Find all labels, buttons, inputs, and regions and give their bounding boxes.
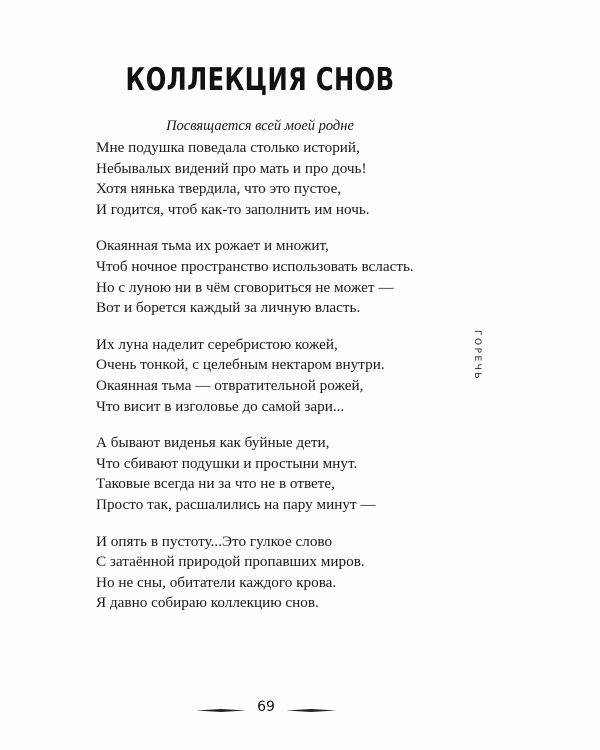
poem-line: Что сбивают подушки и простыни мнут. [96,454,358,472]
running-head: ГОРЕЧЬ [472,330,482,382]
poem-line: Но не сны, обитатели каждого крова. [96,573,337,591]
stanza [96,532,466,614]
poem-line: Очень тонкой, с целебным нектаром внутри. [96,356,385,374]
stanza [96,433,466,515]
stanza [96,236,466,318]
stanza [96,138,466,220]
dedication: Посвящается всей моей родне [166,118,354,134]
poem-line: Вот и борется каждый за личную власть. [96,299,361,317]
page-number: 69 [257,699,275,715]
page-footer [196,698,336,722]
poem-line: И годится, чтоб как-то заполнить им ночь. [96,200,370,218]
poem-line: Таковые всегда ни за что не в ответе, [96,475,335,493]
poem-line: А бывают виденья как буйные дети, [96,434,330,452]
poem-line: Мне подушка поведала столько историй, [96,139,360,156]
poem-line: Но с луною ни в чём сговориться не может — [96,278,394,296]
poem-line: Я давно собираю коллекцию снов. [96,594,319,612]
poem-line: И опять в пустоту...Это гулкое слово [96,532,333,550]
poem-line: Хотя нянька твердила, что это пустое, [96,180,342,198]
poem-line: Что висит в изголовье до самой зари... [96,397,345,415]
poem-line: Их луна наделит серебристою кожей, [96,335,338,353]
poem-line: Просто так, расшалились на пару минут — [96,495,376,513]
poem-line: С затаённой природой пропавших миров. [96,553,365,571]
poem-line: Чтоб ночное пространство использовать всласть. [96,257,414,275]
poem-line: Окаянная тьма их рожает и множит, [96,237,329,255]
poem-title: КОЛЛЕКЦИЯ СНОВ [125,62,395,98]
footer-ornament-right [286,709,336,711]
poem-line: Небывалых видений про мать и про дочь! [96,159,367,177]
poem-body [96,138,466,630]
poem-line: Окаянная тьма — отвратительной рожей, [96,376,364,394]
stanza [96,335,466,417]
